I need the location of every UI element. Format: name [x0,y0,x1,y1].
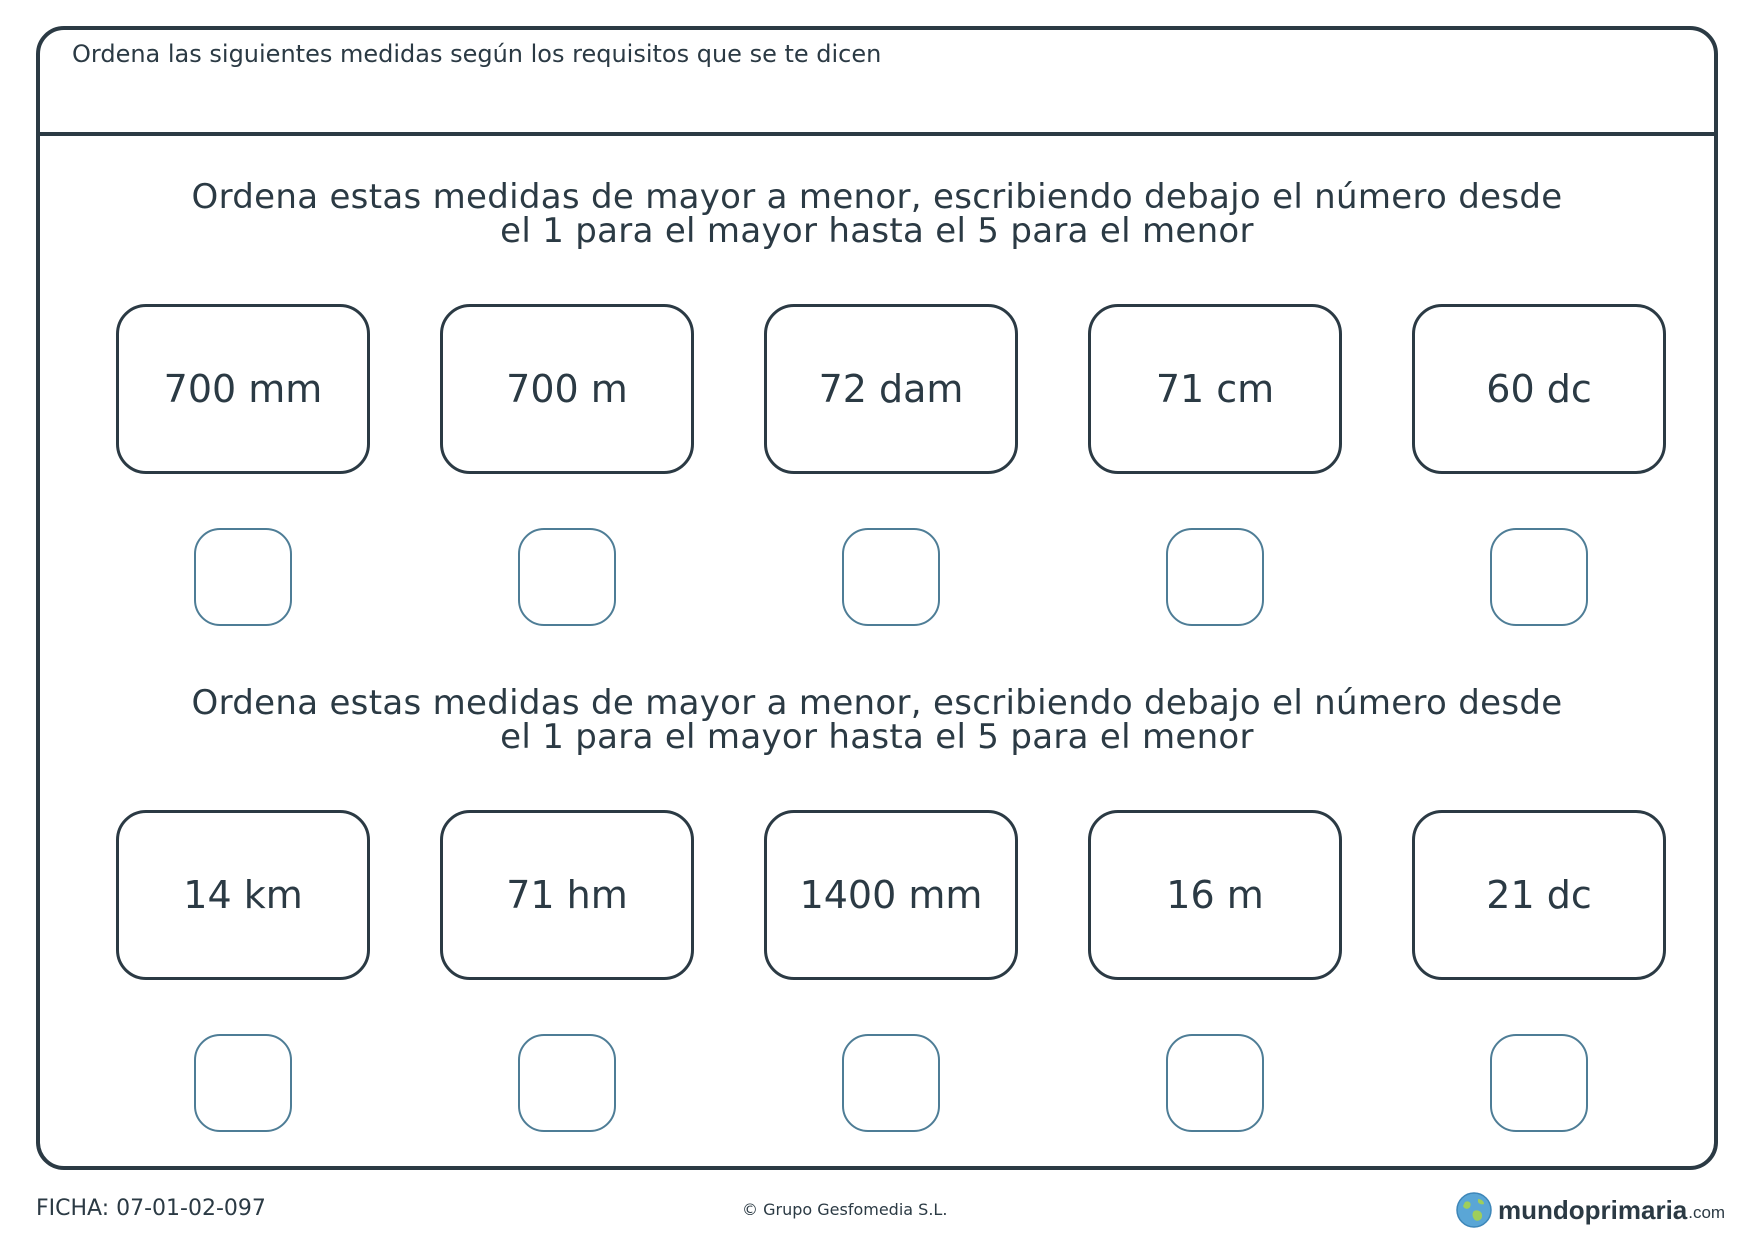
prompt-line-1: Ordena estas medidas de mayor a menor, escribiendo debajo el número desde [191,683,1563,723]
copyright-notice: © Grupo Gesfomedia S.L. [742,1200,948,1219]
exercise-2 [40,683,1714,917]
answer-row [116,1034,1666,1134]
exercise-prompt [40,683,1714,757]
measure-box: 700 mm [116,304,370,474]
ficha-code: FICHA: 07-01-02-097 [36,1196,266,1221]
measure-box: 60 dc [1412,304,1666,474]
globe-icon [1456,1192,1492,1228]
measure-row [116,810,1666,980]
answer-box[interactable] [194,1034,292,1132]
answer-box[interactable] [1490,528,1588,626]
logo-name: mundoprimaria [1498,1194,1688,1225]
answer-box[interactable] [842,528,940,626]
prompt-line-2: el 1 para el mayor hasta el 5 para el menor [500,211,1254,251]
answer-box[interactable] [194,528,292,626]
header-instruction: Ordena las siguientes medidas según los requisitos que se te dicen [72,40,882,68]
answer-box[interactable] [1490,1034,1588,1132]
measure-box: 14 km [116,810,370,980]
measure-box: 700 m [440,304,694,474]
measure-box: 71 hm [440,810,694,980]
logo-tld: .com [1688,1203,1726,1222]
measure-box: 72 dam [764,304,1018,474]
answer-box[interactable] [1166,528,1264,626]
site-logo[interactable] [1456,1190,1725,1230]
answer-row [116,528,1666,628]
header-divider [40,132,1714,136]
prompt-line-1: Ordena estas medidas de mayor a menor, escribiendo debajo el número desde [191,177,1563,217]
answer-box[interactable] [1166,1034,1264,1132]
exercise-prompt [40,177,1714,251]
measure-row [116,304,1666,474]
worksheet-frame [36,26,1718,1170]
measure-box: 71 cm [1088,304,1342,474]
exercise-1 [40,177,1714,411]
measure-box: 21 dc [1412,810,1666,980]
answer-box[interactable] [842,1034,940,1132]
answer-box[interactable] [518,1034,616,1132]
prompt-line-2: el 1 para el mayor hasta el 5 para el menor [500,717,1254,757]
measure-box: 1400 mm [764,810,1018,980]
answer-box[interactable] [518,528,616,626]
measure-box: 16 m [1088,810,1342,980]
